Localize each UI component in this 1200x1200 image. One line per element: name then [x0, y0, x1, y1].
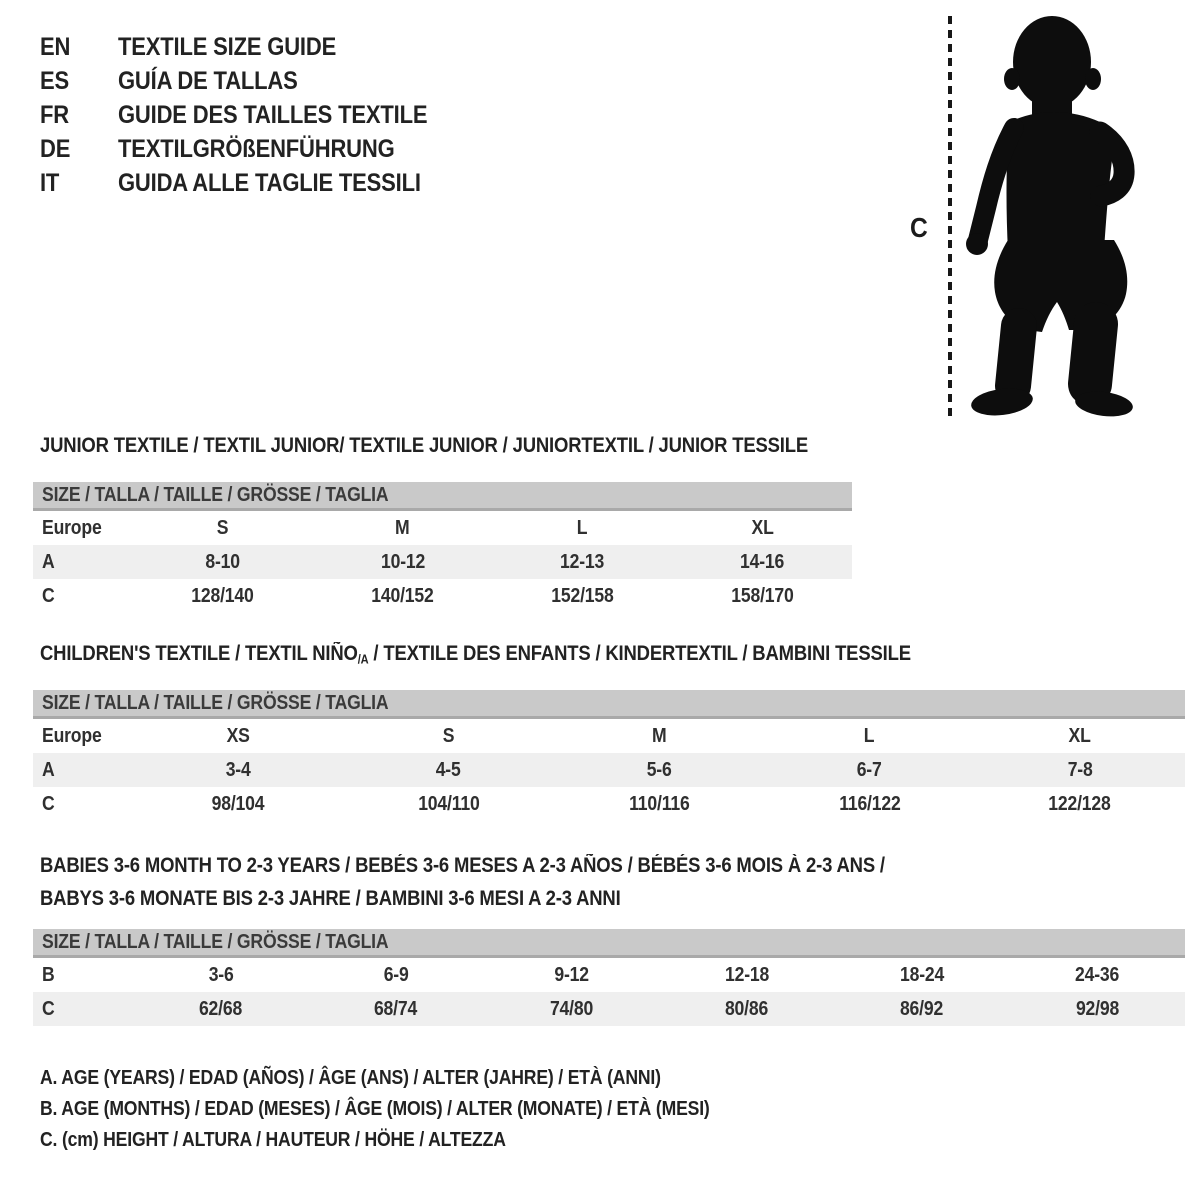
age-cell: 8-10 — [205, 550, 241, 573]
language-code: ES — [40, 66, 69, 95]
age-cell: 10-12 — [380, 550, 425, 573]
legend-line-b: B. AGE (MONTHS) / EDAD (MESES) / ÂGE (MOIS) / ALTER (MONATE) / ETÀ (MESI) — [40, 1098, 710, 1120]
children-size-table — [33, 690, 1185, 821]
age-cell: 6-7 — [856, 758, 882, 781]
size-cell: XL — [1068, 724, 1091, 747]
age-cell: 3-4 — [225, 758, 251, 781]
size-header-row: SIZE / TALLA / TAILLE / GRÖSSE / TAGLIA — [33, 690, 1185, 719]
language-title: TEXTILGRÖßENFÜHRUNG — [118, 134, 395, 163]
size-cell: M — [651, 724, 667, 747]
row-label: A — [42, 758, 55, 781]
language-title: GUIDE DES TAILLES TEXTILE — [118, 100, 428, 129]
age-cell: 3-6 — [208, 963, 234, 986]
toddler-silhouette-icon — [962, 12, 1140, 420]
language-title: GUIDA ALLE TAGLIE TESSILI — [118, 168, 421, 197]
table-row-age — [33, 753, 1185, 787]
height-cell: 74/80 — [549, 997, 593, 1020]
measure-legend — [40, 1063, 801, 1156]
height-cell: 62/68 — [199, 997, 243, 1020]
height-cell: 104/110 — [417, 792, 480, 815]
language-title-list — [40, 30, 470, 200]
age-cell: 4-5 — [436, 758, 462, 781]
age-cell: 18-24 — [899, 963, 945, 986]
size-cell: S — [442, 724, 455, 747]
height-cell: 86/92 — [900, 997, 944, 1020]
size-cell: XS — [226, 724, 250, 747]
age-cell: 9-12 — [554, 963, 589, 986]
table-row-europe — [33, 719, 1185, 753]
language-title: GUÍA DE TALLAS — [118, 66, 298, 95]
age-cell: 6-9 — [383, 963, 409, 986]
legend-line-a: A. AGE (YEARS) / EDAD (AÑOS) / ÂGE (ANS) / ALTER (JAHRE) / ETÀ (ANNI) — [40, 1067, 661, 1089]
height-cell: 140/152 — [371, 584, 434, 607]
size-cell: M — [395, 516, 410, 539]
height-cell: 158/170 — [730, 584, 794, 607]
height-cell: 110/116 — [628, 792, 690, 815]
babies-section-title: BABIES 3-6 MONTH TO 2-3 YEARS / BEBÉS 3-6 MESES A 2-3 AÑOS / BÉBÉS 3-6 MOIS À 2-3 ANS / BABYS 3-6 MONATE BIS 2-3 JAHRE / BAMBINI 3-6 MESI A 2-3 ANNI — [40, 854, 885, 910]
junior-section-title: JUNIOR TEXTILE / TEXTIL JUNIOR/ TEXTILE JUNIOR / JUNIORTEXTIL / JUNIOR TESSILE — [40, 434, 809, 457]
language-code: EN — [40, 32, 71, 61]
language-title: TEXTILE SIZE GUIDE — [118, 32, 337, 61]
height-cell: 116/122 — [838, 792, 901, 815]
age-cell: 12-18 — [724, 963, 769, 986]
age-cell: 14-16 — [740, 550, 785, 573]
height-cell: 152/158 — [551, 584, 614, 607]
table-row-age — [33, 545, 852, 579]
size-cell: L — [577, 516, 588, 539]
table-row-height — [33, 579, 852, 613]
table-row-height — [33, 787, 1185, 821]
language-row — [40, 166, 470, 200]
language-code: FR — [40, 100, 69, 129]
language-row — [40, 132, 470, 166]
size-cell: XL — [751, 516, 774, 539]
row-label: C — [42, 792, 55, 815]
legend-line-c: C. (cm) HEIGHT / ALTURA / HAUTEUR / HÖHE / ALTEZZA — [40, 1129, 506, 1151]
row-label: C — [42, 584, 55, 607]
junior-size-table — [33, 482, 852, 613]
age-cell: 7-8 — [1067, 758, 1093, 781]
height-measure-line — [948, 16, 952, 418]
size-cell: L — [864, 724, 875, 747]
babies-size-table — [33, 929, 1185, 1026]
height-cell: 80/86 — [725, 997, 769, 1020]
row-label: C — [42, 997, 55, 1020]
language-code: DE — [40, 134, 71, 163]
table-row-europe — [33, 511, 852, 545]
table-row-age-months — [33, 958, 1185, 992]
language-row — [40, 98, 470, 132]
children-section-title: CHILDREN'S TEXTILE / TEXTIL $NIÑO_{/A}$ / TEXTILE DES ENFANTS / KINDERTEXTIL / BAMBINI TESSILE — [40, 642, 911, 667]
table-row-height — [33, 992, 1185, 1026]
age-cell: 12-13 — [560, 550, 605, 573]
row-label: Europe — [42, 724, 102, 747]
age-cell: 24-36 — [1075, 963, 1120, 986]
row-label: Europe — [42, 516, 102, 539]
nino-a-subscript: /A — [357, 652, 369, 667]
size-cell: S — [217, 516, 229, 539]
age-cell: 5-6 — [646, 758, 672, 781]
height-cell: 92/98 — [1075, 997, 1119, 1020]
size-header-row: SIZE / TALLA / TAILLE / GRÖSSE / TAGLIA — [33, 929, 1185, 958]
language-row — [40, 64, 470, 98]
height-cell: 128/140 — [191, 584, 255, 607]
height-cell: 68/74 — [374, 997, 418, 1020]
height-cell: 122/128 — [1048, 792, 1112, 815]
language-row — [40, 30, 470, 64]
language-code: IT — [40, 168, 60, 197]
row-label: B — [42, 963, 55, 986]
row-label: A — [42, 550, 55, 573]
height-measure-label: C — [910, 212, 928, 243]
size-header-row: SIZE / TALLA / TAILLE / GRÖSSE / TAGLIA — [33, 482, 852, 511]
height-cell: 98/104 — [211, 792, 265, 815]
